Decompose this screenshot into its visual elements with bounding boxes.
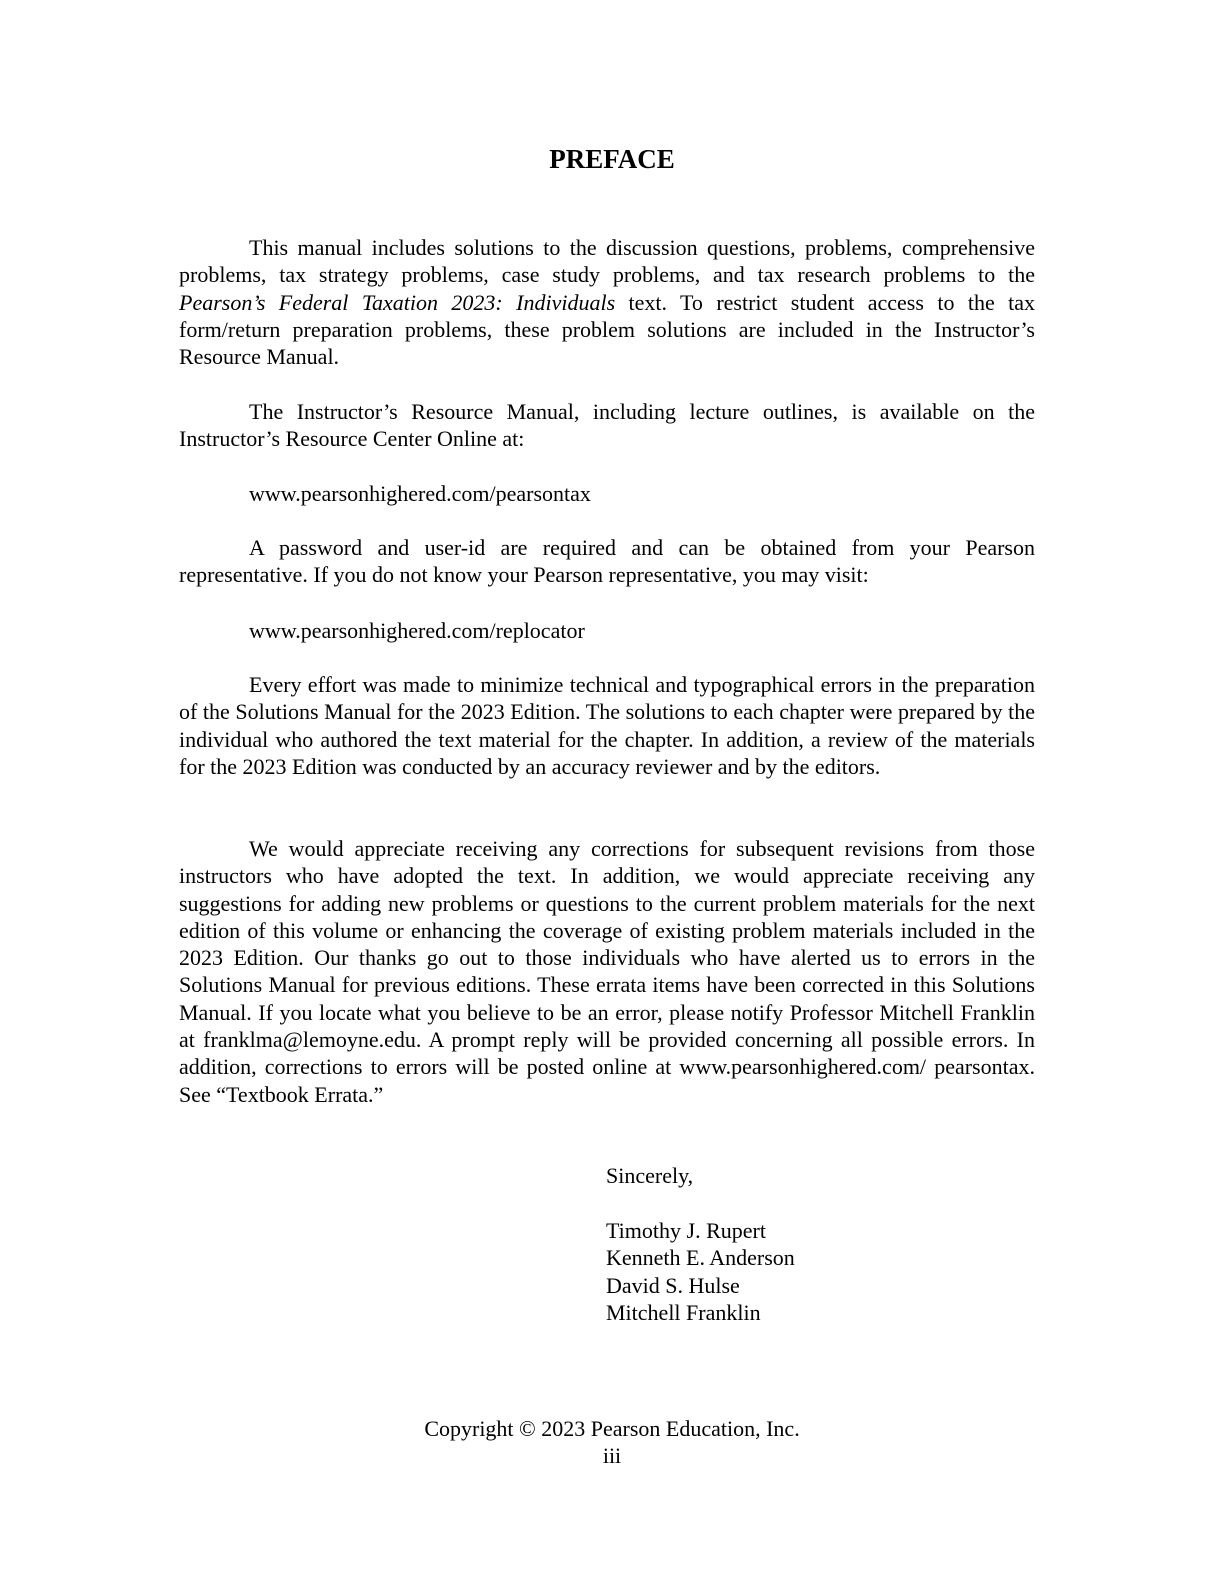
copyright-notice: Copyright © 2023 Pearson Education, Inc. — [424, 1416, 800, 1441]
paragraph-errors: Every effort was made to minimize technical and typographical errors in the preparation of the Solutions Manual for the 2023 Edition. The solutions to each chapter were prepared by the individual who authored the text material for the chapter. In addition, a review of the materials for the 2023 Edition was conducted by an accuracy reviewer and by the editors. — [179, 672, 1035, 779]
paragraph-intro-text-start: This manual includes solutions to the discussion questions, problems, comprehensive problems, tax strategy problems, case study problems, and tax research problems to the — [179, 235, 1035, 288]
page-number: iii — [602, 1443, 622, 1468]
author-name: David S. Hulse — [606, 1272, 740, 1298]
book-title: Pearson’s Federal Taxation 2023: Individuals — [179, 289, 616, 315]
page-title: PREFACE — [549, 144, 675, 174]
replocator-url: www.pearsonhighered.com/replocator — [249, 618, 585, 643]
closing-text: Sincerely, — [606, 1163, 694, 1188]
paragraph-intro — [179, 234, 1035, 370]
paragraph-resource-manual: The Instructor’s Resource Manual, including lecture outlines, is available on the Instructor’s Resource Center Online at: — [179, 399, 1035, 452]
resource-url: www.pearsonhighered.com/pearsontax — [249, 481, 591, 506]
author-list — [606, 1217, 795, 1326]
signature-block — [606, 1162, 693, 1189]
author-name: Mitchell Franklin — [606, 1299, 761, 1325]
author-name: Timothy J. Rupert — [606, 1218, 766, 1243]
author-name: Kenneth E. Anderson — [606, 1245, 795, 1271]
paragraph-corrections: We would appreciate receiving any corrections for subsequent revisions from those instructors who have adopted the text. In addition, we would appreciate receiving any suggestions for adding new problems or questions to the current problem materials for the next edition of this volume or enhancing the coverage of existing problem materials included in the 2023 Edition. Our thanks go out to those individuals who have alerted us to errors in the Solutions Manual for previous editions. These errata items have been corrected in this Solutions Manual. If you locate what you believe to be an error, please notify Professor Mitchell Franklin at franklma@lemoyne.edu. A prompt reply will be provided concerning all possible errors. In addition, corrections to errors will be posted online at www.pearsonhighered.com/ pearsontax. See “Textbook Errata.” — [179, 836, 1035, 1107]
paragraph-password: A password and user-id are required and can be obtained from your Pearson representative. If you do not know your Pearson representative, you may visit: — [179, 535, 1035, 588]
paragraph-intro-text-end: text. To restrict student access to the tax form/return preparation problems, these problem solutions are included in the Instructor’s Resource Manual. — [179, 289, 1035, 370]
